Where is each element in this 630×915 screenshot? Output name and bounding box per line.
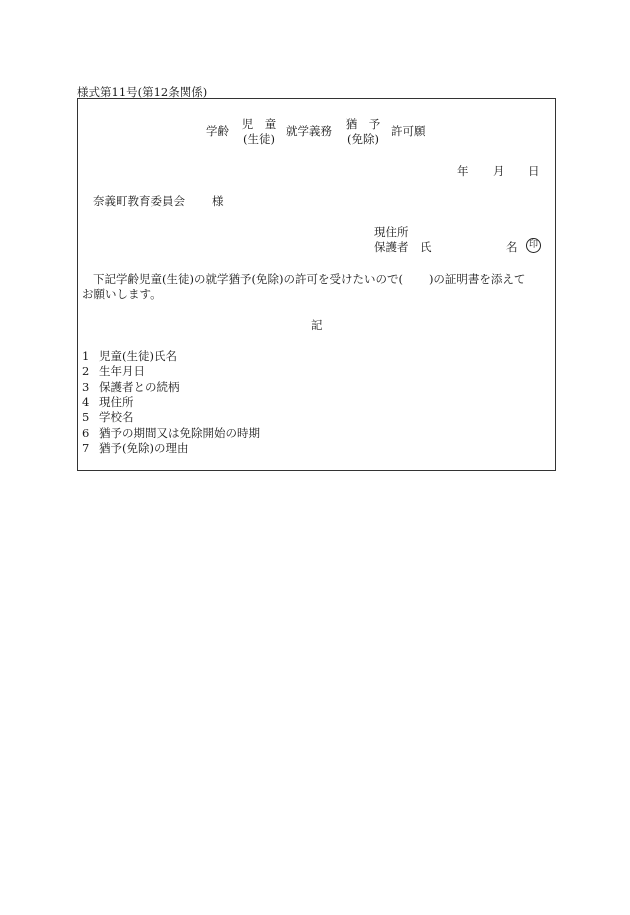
body-line-1-a: 下記学齢児童(生徒)の就学猶予(免除)の許可を受けたいので( — [93, 272, 403, 286]
list-item-text: 生年月日 — [99, 364, 145, 378]
title-kyoka-negai: 許可願 — [391, 124, 426, 138]
list-item-text: 学校名 — [99, 410, 134, 424]
title-gakurei: 学齢 — [206, 124, 229, 138]
list-item-text: 保護者との続柄 — [99, 380, 180, 394]
list-item-text: 児童(生徒)氏名 — [99, 349, 177, 363]
title-jido: 児 童 — [241, 117, 277, 131]
name-label: 名 — [506, 240, 518, 254]
ki-heading: 記 — [311, 318, 323, 332]
addressee-org: 奈義町教育委員会 — [93, 194, 185, 208]
list-item-text: 現住所 — [99, 395, 134, 409]
seal-mark: 印 — [526, 238, 541, 253]
date-day: 日 — [528, 164, 540, 178]
address-label: 現住所 — [374, 225, 409, 239]
title-menjo: (免除) — [347, 132, 379, 146]
list-item-number: 2 — [82, 364, 90, 378]
body-line-1 — [93, 272, 525, 286]
title-yuyo-menjo — [344, 117, 382, 147]
title-jido-seito — [240, 117, 278, 147]
list-item-number: 3 — [82, 380, 90, 394]
list-item-number: 6 — [82, 426, 90, 440]
list-item-number: 1 — [82, 349, 90, 363]
body-line-2: お願いします。 — [82, 287, 162, 301]
title-shugaku-gimu: 就学義務 — [286, 124, 332, 138]
date-year: 年 — [457, 164, 469, 178]
list-item-text: 猶予の期間又は免除開始の時期 — [99, 426, 260, 440]
list-item-number: 5 — [82, 410, 90, 424]
list-item-number: 4 — [82, 395, 90, 409]
title-seito: (生徒) — [243, 132, 275, 146]
list-item-number: 7 — [82, 441, 90, 455]
guardian-name-label: 保護者 氏 — [374, 240, 432, 254]
date-month: 月 — [493, 164, 505, 178]
addressee-honorific: 様 — [212, 194, 224, 208]
title-yuyo: 猶 予 — [345, 117, 381, 131]
list-item-text: 猶予(免除)の理由 — [99, 441, 189, 455]
form-number-label: 様式第11号(第12条関係) — [77, 85, 208, 99]
body-line-1-b: )の証明書を添えて — [428, 272, 526, 286]
